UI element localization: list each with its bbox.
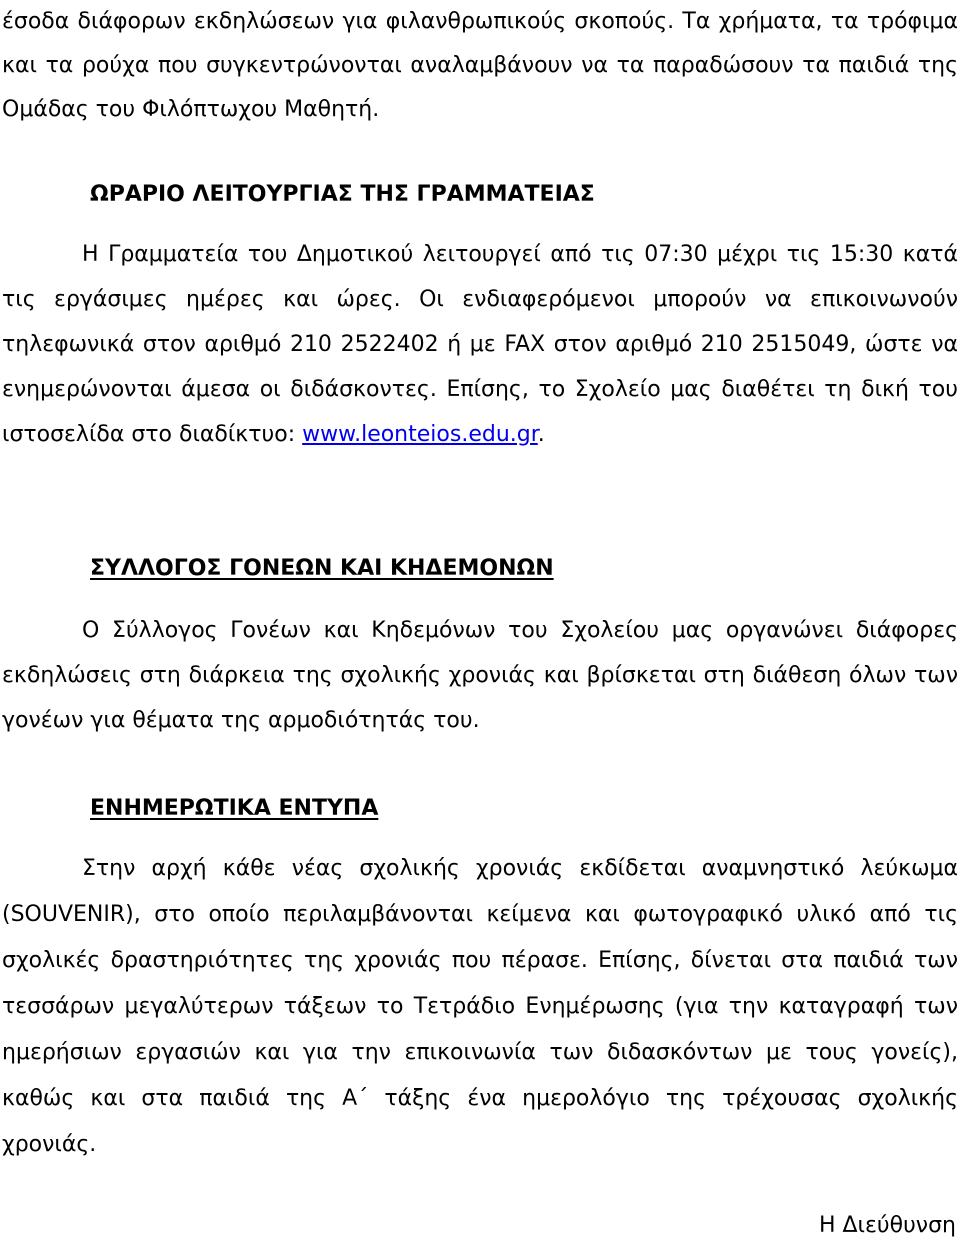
parents-association-paragraph: Ο Σύλλογος Γονέων και Κηδεμόνων του Σχολείου μας οργανώνει διάφορες εκδηλώσεις στη διάρκεια της σχολικής χρονιάς και βρίσκεται στη διάθεση όλων των γονέων για θέματα της αρμοδιότητάς του. [2,618,958,733]
secretariat-heading: ΩΡΑΡΙΟ ΛΕΙΤΟΥΡΓΙΑΣ ΤΗΣ ΓΡΑΜΜΑΤΕΙΑΣ [90,182,595,207]
signature: Η Διεύθυνση [818,1213,956,1238]
leaflets-paragraph: Στην αρχή κάθε νέας σχολικής χρονιάς εκδίδεται αναμνηστικό λεύκωμα (SOUVENIR), στο οποίο περιλαμβάνονται κείμενα και φωτογραφικό υλικό από τις σχολικές δραστηριότητες της χρονιάς που πέρασε. Επίσης, δίνεται στα παιδιά των τεσσάρων μεγαλύτερων τάξεων το Τετράδιο Ενημέρωσης (για την καταγραφή των ημερήσιων εργασιών και για την επικοινωνία των διδασκόντων με τους γονείς), καθώς και στα παιδιά της Α΄ τάξης ένα ημερολόγιο της τρέχουσας σχολικής χρονιάς. [2,856,958,1157]
parents-association-heading: ΣΥΛΛΟΓΟΣ ΓΟΝΕΩΝ ΚΑΙ ΚΗΔΕΜΟΝΩΝ [90,556,554,581]
secretariat-text: Η Γραμματεία του Δημοτικού λειτουργεί από τις 07:30 μέχρι τις 15:30 κατά τις εργάσιμες ημέρες και ώρες. Οι ενδιαφερόμενοι μπορούν να επικοινωνούν τηλεφωνικά στον αριθμό 210 2522402 ή με FAX στον αριθμό 210 2515049, ώστε να ενημερώνονται άμεσα οι διδάσκοντες. Επίσης, το Σχολείο μας διαθέτει τη δική του ιστοσελίδα στο διαδίκτυο: [2,242,958,447]
link-suffix: . [537,422,545,447]
school-website-link[interactable]: www.leonteios.edu.gr [302,422,538,447]
intro-paragraph: έσοδα διάφορων εκδηλώσεων για φιλανθρωπικούς σκοπούς. Τα χρήματα, τα τρόφιμα και τα ρούχα που συγκεντρώνονται αναλαμβάνουν να τα παραδώσουν τα παιδιά της Ομάδας του Φιλόπτωχου Μαθητή. [2,9,958,122]
secretariat-paragraph [2,232,958,457]
leaflets-heading: ΕΝΗΜΕΡΩΤΙΚΑ ΕΝΤΥΠΑ [90,796,379,821]
